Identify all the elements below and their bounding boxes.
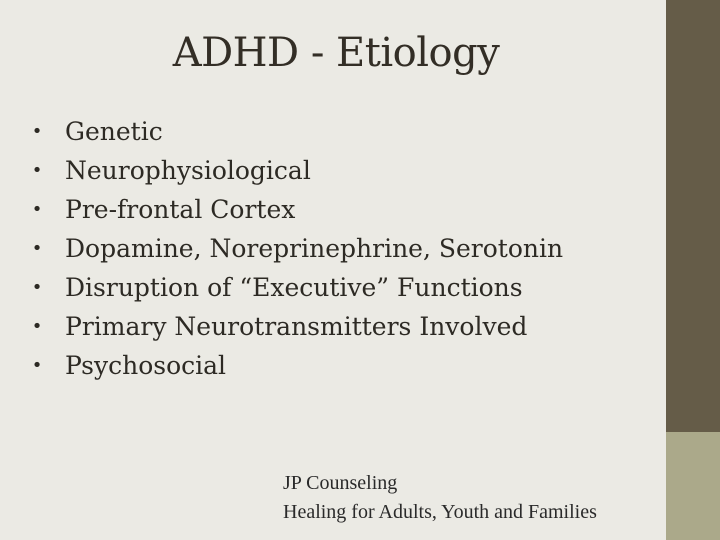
bullet-text: Disruption of “Executive” Functions <box>65 273 523 302</box>
slide-title: ADHD - Etiology <box>172 30 500 76</box>
footer-tagline: Healing for Adults, Youth and Families <box>283 501 597 523</box>
sidebar-accent-light <box>666 432 720 540</box>
bullet-icon: • <box>31 160 43 181</box>
bullet-icon: • <box>31 316 43 337</box>
bullet-text: Psychosocial <box>65 351 227 380</box>
bullet-icon: • <box>31 121 43 142</box>
bullet-icon: • <box>31 355 43 376</box>
footer-credit <box>283 469 597 527</box>
bullet-text: Primary Neurotransmitters Involved <box>65 312 528 341</box>
bullet-text: Pre-frontal Cortex <box>65 195 296 224</box>
bullet-text: Dopamine, Noreprinephrine, Serotonin <box>65 234 564 263</box>
bullet-icon: • <box>31 238 43 259</box>
bullet-icon: • <box>31 199 43 220</box>
footer-organization: JP Counseling <box>283 472 398 494</box>
bullet-text: Genetic <box>65 117 163 146</box>
bullet-text: Neurophysiological <box>65 156 311 185</box>
sidebar-accent-dark <box>666 0 720 432</box>
bullet-icon: • <box>31 277 43 298</box>
